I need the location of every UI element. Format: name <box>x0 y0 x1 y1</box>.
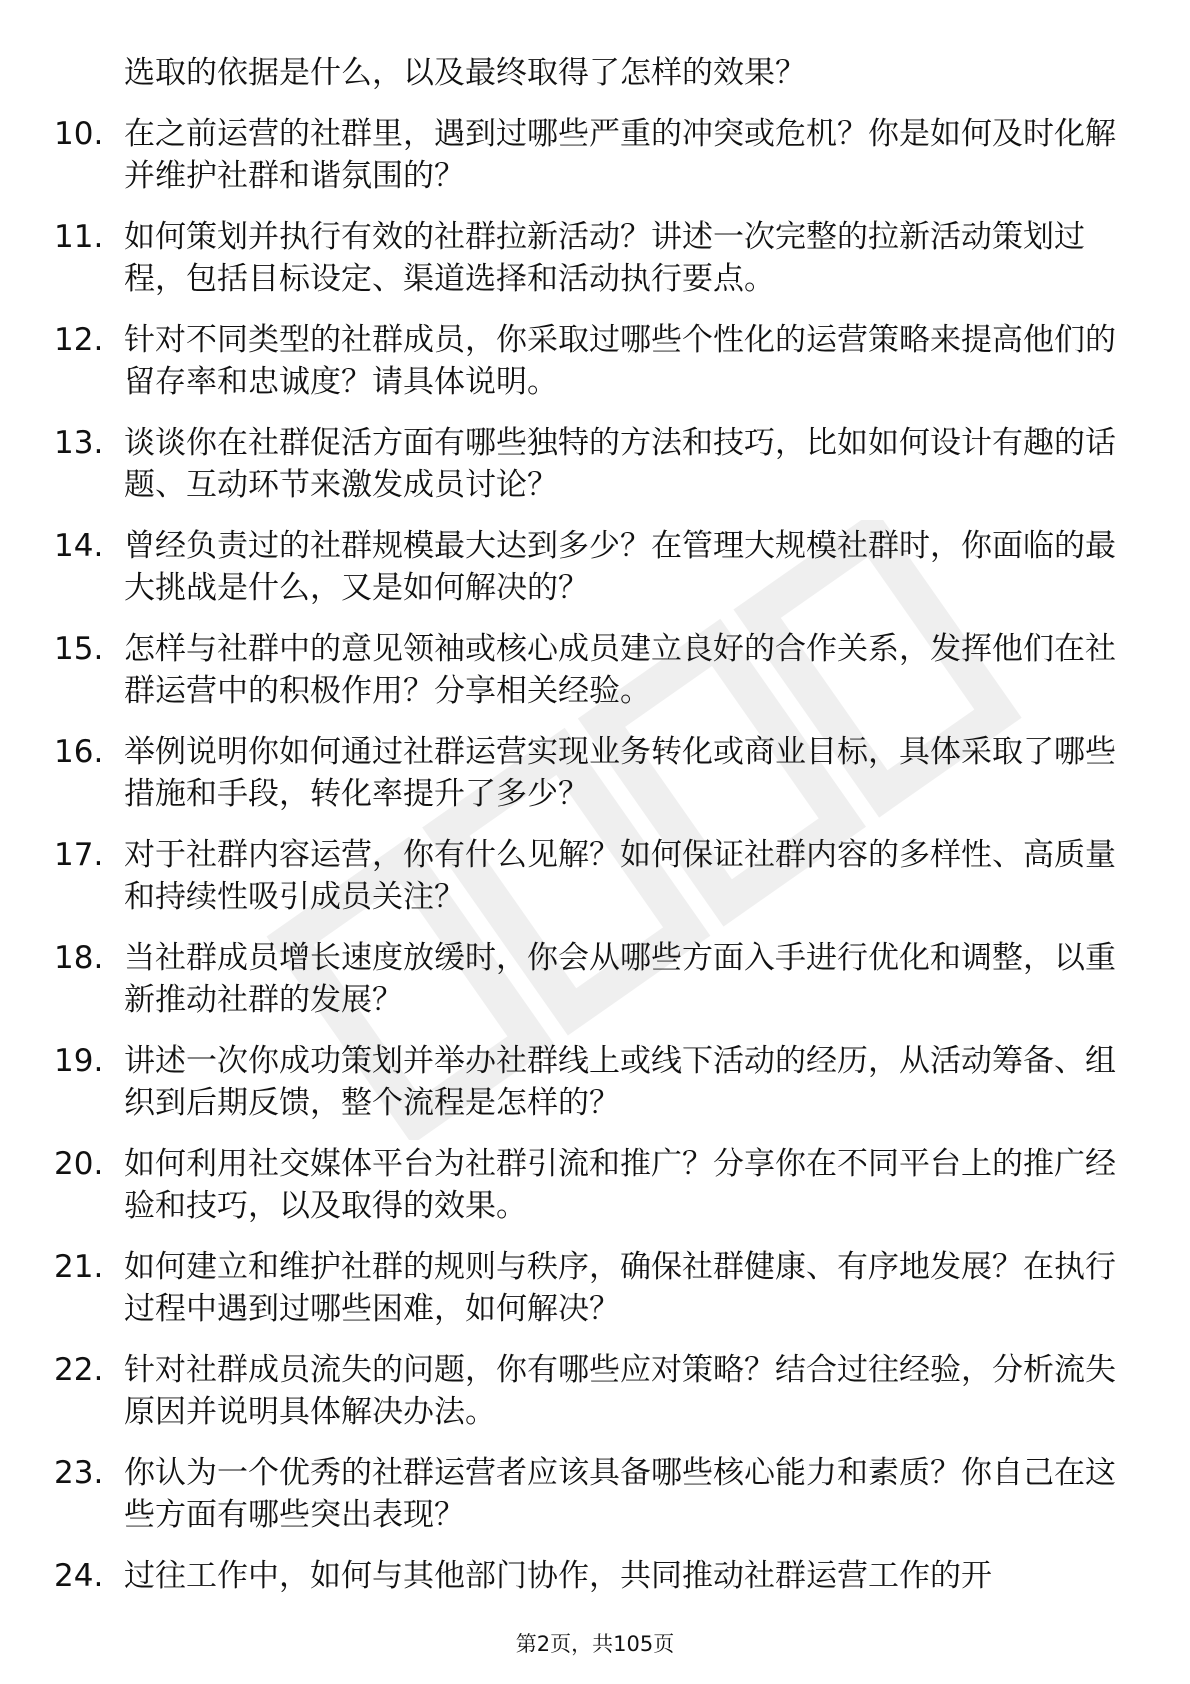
question-item <box>54 1040 1144 1124</box>
question-number: 15. <box>54 631 104 667</box>
question-number: 19. <box>54 1043 104 1079</box>
question-text: 怎样与社群中的意见领袖或核心成员建立良好的合作关系，发挥他们在社群运营中的积极作用？分享相关经验。 <box>124 631 1116 709</box>
question-text: 你认为一个优秀的社群运营者应该具备哪些核心能力和素质？你自己在这些方面有哪些突出表现？ <box>124 1455 1116 1533</box>
question-text: 谈谈你在社群促活方面有哪些独特的方法和技巧，比如如何设计有趣的话题、互动环节来激发成员讨论？ <box>124 425 1116 503</box>
question-list <box>54 52 1144 1616</box>
question-number: 11. <box>54 219 104 255</box>
question-number: 12. <box>54 322 104 358</box>
question-text: 对于社群内容运营，你有什么见解？如何保证社群内容的多样性、高质量和持续性吸引成员关注？ <box>124 837 1116 915</box>
question-item <box>54 1246 1144 1330</box>
question-item <box>54 937 1144 1021</box>
question-item <box>54 834 1144 918</box>
page-footer: 第2页，共105页 <box>515 1632 675 1656</box>
question-number: 13. <box>54 425 104 461</box>
question-number: 23. <box>54 1455 104 1491</box>
question-number: 17. <box>54 837 104 873</box>
question-item <box>54 319 1144 403</box>
question-text: 如何建立和维护社群的规则与秩序，确保社群健康、有序地发展？在执行过程中遇到过哪些困难，如何解决？ <box>124 1249 1116 1327</box>
question-number: 18. <box>54 940 104 976</box>
question-text: 讲述一次你成功策划并举办社群线上或线下活动的经历，从活动筹备、组织到后期反馈，整个流程是怎样的？ <box>124 1043 1116 1121</box>
question-item <box>54 731 1144 815</box>
question-item <box>54 1349 1144 1433</box>
question-number: 22. <box>54 1352 104 1388</box>
question-text: 过往工作中，如何与其他部门协作，共同推动社群运营工作的开 <box>124 1558 992 1594</box>
question-number: 10. <box>54 116 104 152</box>
question-text: 举例说明你如何通过社群运营实现业务转化或商业目标，具体采取了哪些措施和手段，转化率提升了多少？ <box>124 734 1116 812</box>
question-item <box>54 1143 1144 1227</box>
question-item <box>54 1452 1144 1536</box>
question-item <box>54 422 1144 506</box>
question-text: 如何利用社交媒体平台为社群引流和推广？分享你在不同平台上的推广经验和技巧，以及取得的效果。 <box>124 1146 1116 1224</box>
question-text: 曾经负责过的社群规模最大达到多少？在管理大规模社群时，你面临的最大挑战是什么，又是如何解决的？ <box>124 528 1116 606</box>
question-number: 21. <box>54 1249 104 1285</box>
question-item <box>54 628 1144 712</box>
question-number: 20. <box>54 1146 104 1182</box>
question-number: 24. <box>54 1558 104 1594</box>
question-item <box>54 525 1144 609</box>
questions-container <box>54 113 1144 1597</box>
question-number: 14. <box>54 528 104 564</box>
question-text: 针对不同类型的社群成员，你采取过哪些个性化的运营策略来提高他们的留存率和忠诚度？请具体说明。 <box>124 322 1116 400</box>
continuation-text: 选取的依据是什么，以及最终取得了怎样的效果？ <box>124 55 806 91</box>
question-number: 16. <box>54 734 104 770</box>
question-item <box>54 113 1144 197</box>
question-text: 如何策划并执行有效的社群拉新活动？讲述一次完整的拉新活动策划过程，包括目标设定、渠道选择和活动执行要点。 <box>124 219 1085 297</box>
question-item <box>54 1555 1144 1597</box>
question-text: 当社群成员增长速度放缓时，你会从哪些方面入手进行优化和调整，以重新推动社群的发展？ <box>124 940 1116 1018</box>
question-item <box>54 216 1144 300</box>
question-text: 在之前运营的社群里，遇到过哪些严重的冲突或危机？你是如何及时化解并维护社群和谐氛围的？ <box>124 116 1116 194</box>
question-text: 针对社群成员流失的问题，你有哪些应对策略？结合过往经验，分析流失原因并说明具体解决办法。 <box>124 1352 1116 1430</box>
